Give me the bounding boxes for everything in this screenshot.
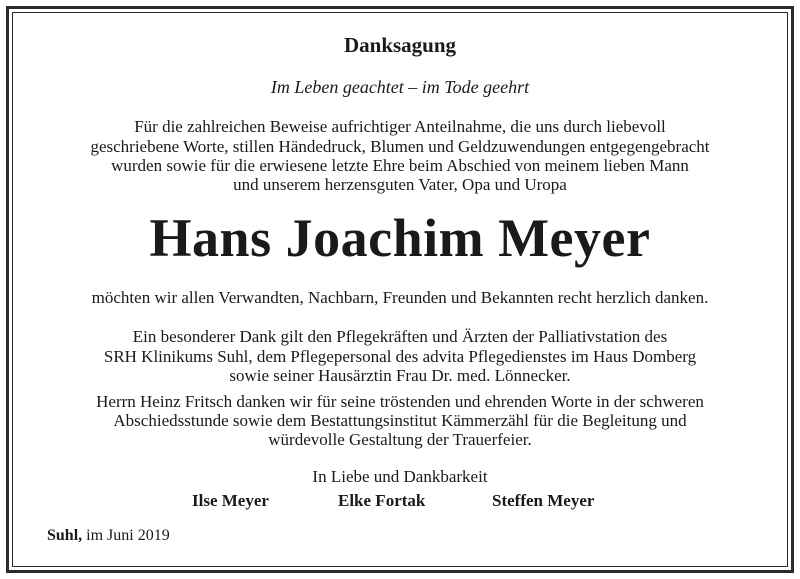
closing-line: In Liebe und Dankbarkeit bbox=[312, 467, 488, 486]
place: Suhl, bbox=[47, 527, 83, 544]
further-thanks-line: Herrn Heinz Fritsch danken wir für seine tröstenden und ehrenden Worte in der schweren bbox=[96, 392, 704, 411]
intro-line: wurden sowie für die erwiesene letzte Ehre beim Abschied von meinem lieben Mann bbox=[111, 156, 689, 175]
signer-name: Ilse Meyer bbox=[192, 491, 269, 510]
signer-name: Steffen Meyer bbox=[492, 491, 595, 510]
place-date bbox=[47, 526, 170, 546]
further-thanks-line: würdevolle Gestaltung der Trauerfeier. bbox=[268, 430, 532, 449]
deceased-name: Hans Joachim Meyer bbox=[149, 208, 651, 268]
further-thanks-line: Abschiedsstunde sowie dem Bestattungsinstitut Kämmerzähl für die Begleitung und bbox=[113, 411, 687, 430]
signer-name: Elke Fortak bbox=[338, 491, 426, 510]
notice-heading: Danksagung bbox=[343, 33, 457, 57]
special-thanks-line: SRH Klinikums Suhl, dem Pflegepersonal des advita Pflegedienstes im Haus Domberg bbox=[103, 347, 697, 366]
date: im Juni 2019 bbox=[86, 527, 170, 544]
signers bbox=[0, 490, 800, 512]
thanks-line: möchten wir allen Verwandten, Nachbarn, Freunden und Bekannten recht herzlich danken. bbox=[91, 288, 709, 307]
special-thanks-line: Ein besonderer Dank gilt den Pflegekräften und Ärzten der Palliativstation des bbox=[132, 327, 668, 346]
intro-line: Für die zahlreichen Beweise aufrichtiger Anteilnahme, die uns durch liebevoll bbox=[134, 117, 666, 136]
notice-motto: Im Leben geachtet – im Tode geehrt bbox=[270, 77, 530, 97]
intro-line: geschriebene Worte, stillen Händedruck, Blumen und Geldzuwendungen entgegengebracht bbox=[90, 137, 710, 156]
special-thanks-line: sowie seiner Hausärztin Frau Dr. med. Lönnecker. bbox=[229, 366, 571, 385]
intro-line: und unserem herzensguten Vater, Opa und Uropa bbox=[233, 175, 567, 194]
